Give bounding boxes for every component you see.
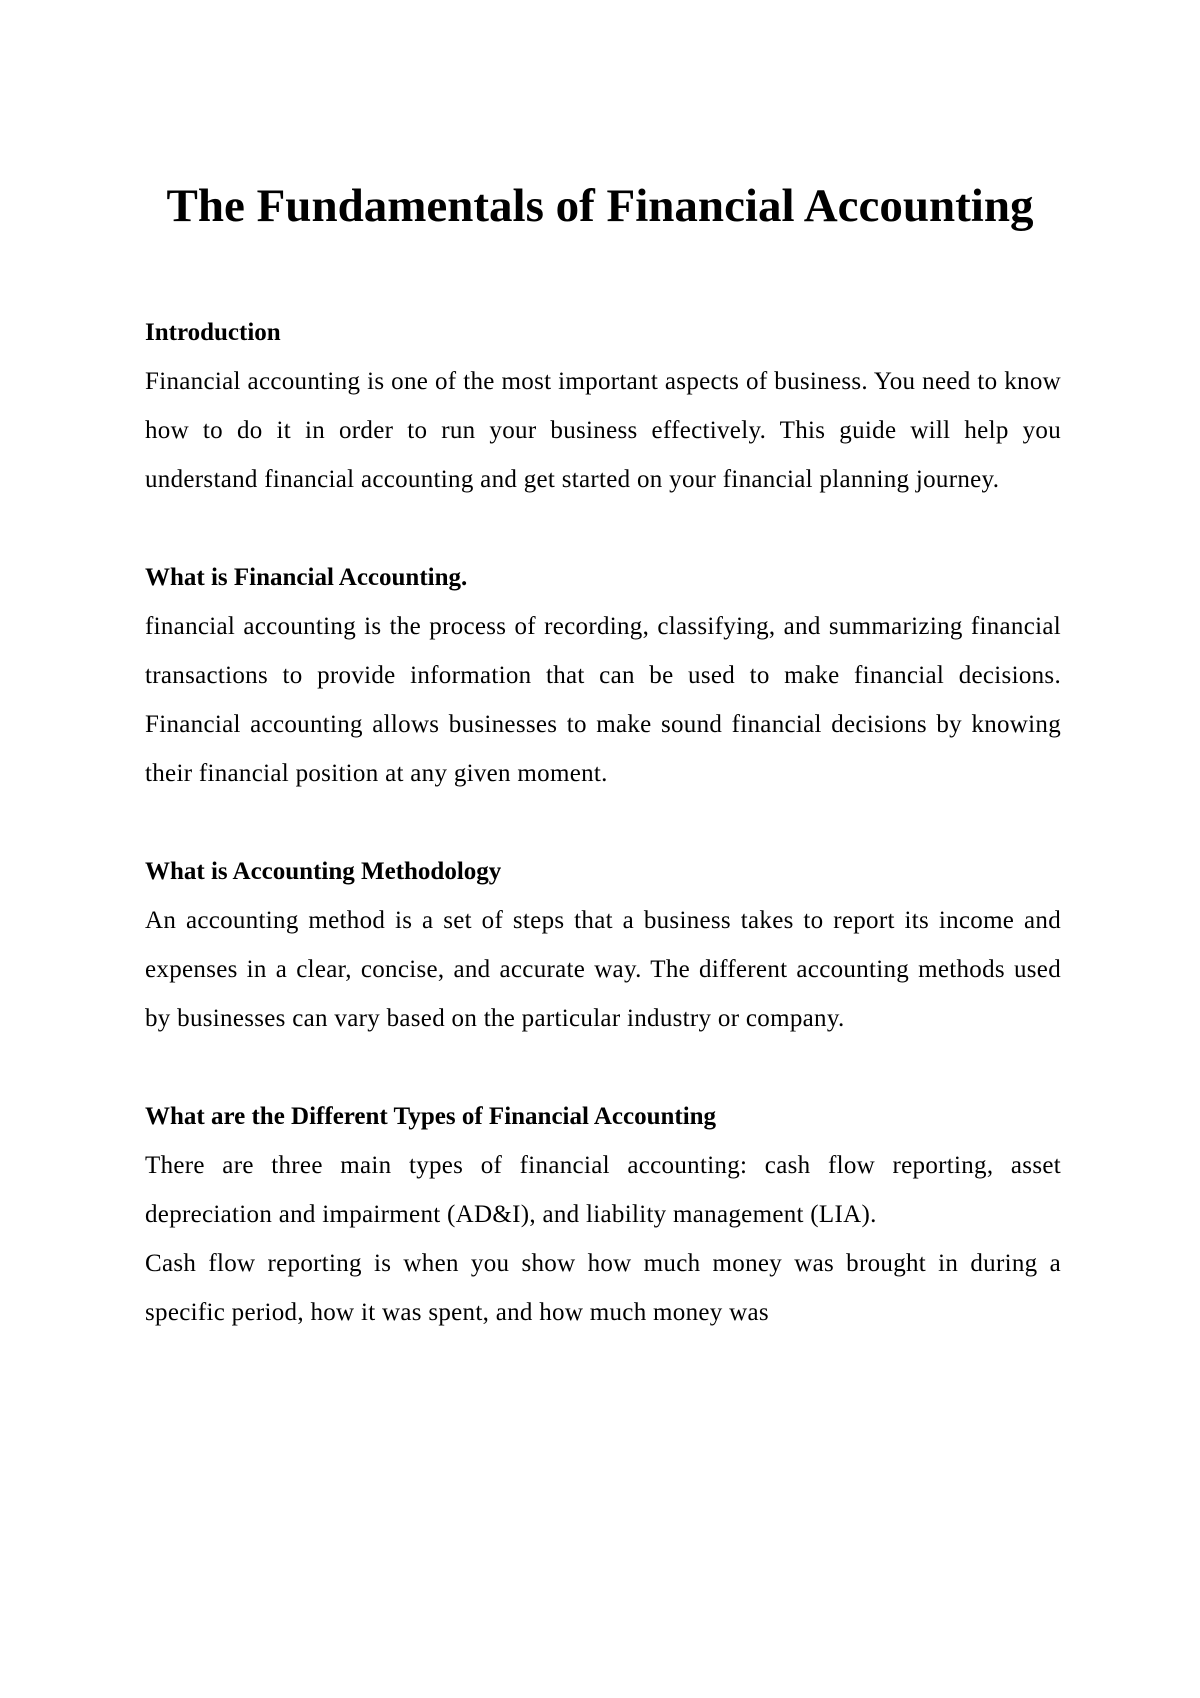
section-heading: What is Accounting Methodology xyxy=(145,858,502,885)
section-heading: What is Financial Accounting. xyxy=(145,564,468,591)
section-paragraph: There are three main types of financial accounting: cash flow reporting, asset depreciation and impairment (AD&I), and liability management (LIA). xyxy=(145,1152,1061,1228)
section-paragraph: Cash flow reporting is when you show how much money was brought in during a specific period, how it was spent, and how much money was xyxy=(145,1250,1061,1326)
section-paragraph: financial accounting is the process of recording, classifying, and summarizing financial transactions to provide information that can be used to make financial decisions. Financial accounting allows businesses to make sound financial decisions by knowing their financial position at any given moment. xyxy=(145,613,1061,787)
section-introduction xyxy=(145,308,1061,504)
section-types-of-financial-accounting xyxy=(145,1092,1061,1337)
section-paragraph: An accounting method is a set of steps that a business takes to report its income and expenses in a clear, concise, and accurate way. The different accounting methods used by businesses can vary based on the particular industry or company. xyxy=(145,907,1061,1032)
section-paragraph: Financial accounting is one of the most important aspects of business. You need to know how to do it in order to run your business effectively. This guide will help you understand financial accounting and get started on your financial planning journey. xyxy=(145,368,1061,493)
document-title: The Fundamentals of Financial Accounting xyxy=(166,180,1034,232)
section-heading: What are the Different Types of Financial Accounting xyxy=(145,1103,717,1130)
document-body xyxy=(145,308,1061,1337)
section-heading: Introduction xyxy=(145,319,281,346)
section-accounting-methodology xyxy=(145,847,1061,1043)
section-what-is-financial-accounting xyxy=(145,553,1061,798)
